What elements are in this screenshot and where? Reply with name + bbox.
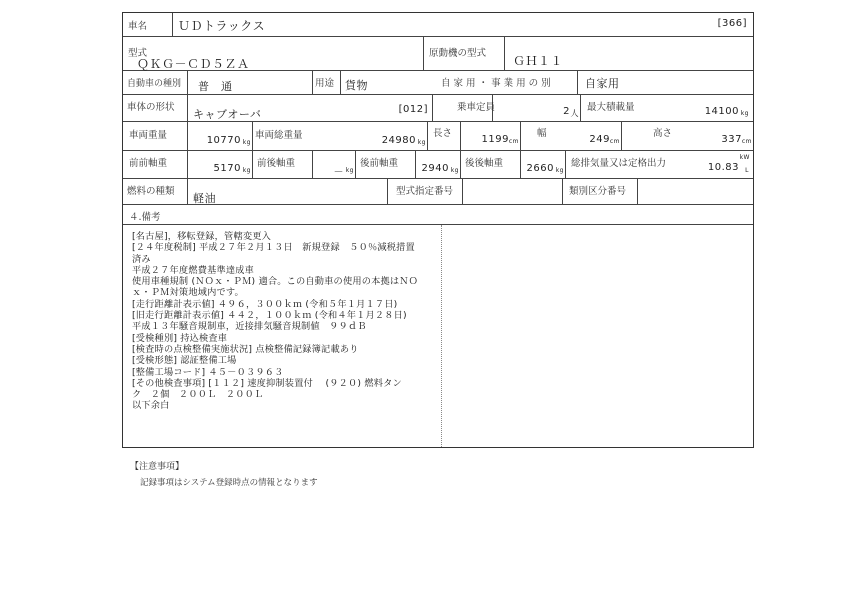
row-vehicle-name <box>123 13 753 37</box>
length-label: 長さ <box>433 128 453 139</box>
gross-weight-value: 24980 <box>381 135 416 146</box>
type-designation-label: 型式指定番号 <box>396 186 454 197</box>
body-shape-value: キャブオーバ <box>193 108 262 121</box>
notes-header-row <box>123 204 753 225</box>
row-fuel <box>123 178 753 205</box>
displacement-label: 総排気量又は定格出力 <box>571 158 667 169</box>
footer-title: 【注意事項】 <box>130 462 185 472</box>
body-shape-code: [012] <box>398 104 428 115</box>
height-unit: cm <box>741 138 752 145</box>
fuel-value: 軽油 <box>193 192 216 205</box>
fr-axle-label: 前後軸重 <box>257 158 296 169</box>
rf-axle-label: 後前軸重 <box>360 158 399 169</box>
vehicle-record-sheet <box>122 12 754 448</box>
length-value: 1199 <box>481 134 509 145</box>
ff-axle-unit: kg <box>242 167 251 174</box>
capacity-unit: 人 <box>570 109 579 118</box>
model-value: ＱＫＧ－ＣＤ５ＺＡ <box>137 57 250 71</box>
width-label: 幅 <box>537 128 547 139</box>
displacement-value: 10.83 <box>707 162 739 173</box>
notes-text: [名古屋]，移転登録，管轄変更入 [２４年度税制] 平成２７年２月１３日 新規登録 ５０％減税措置 済み 平成２７年度燃費基準達成車 使用車種規制 (ＮＯｘ・ＰＭ) 適合。この自動車の使用の本拠はＮＯ ｘ・ＰＭ対策地域内です。 [走行距離計表示値] ４９６，３００ｋｍ (令和５年１月１７日) [旧走行距離計表示値] ４４２，１００ｋｍ (令和４年１月２８日) 平成１３年騒音規制車，近接排気騒音規制値 ９９ｄＢ [受検種別] 持込検査車 [検査時の点検整備実施状況] 点検整備記録簿記載あり [受検形態] 認証整備工場 [整備工場コード] ４５－０３９６３ [その他検査事項] [１１２] 速度抑制装置付 (９２０) 燃料タン ク ２個 ２００Ｌ ２００Ｌ 以下余白 <box>132 231 419 412</box>
body-shape-label: 車体の形状 <box>127 102 175 113</box>
vehicle-name-code: [366] <box>717 18 747 29</box>
height-label: 高さ <box>653 128 673 139</box>
model-label: 型式 <box>128 48 148 59</box>
height-value: 337 <box>721 134 742 145</box>
category-label: 類別区分番号 <box>569 186 627 197</box>
notes-divider <box>441 225 442 447</box>
weight-label: 車両重量 <box>129 130 168 141</box>
weight-unit: kg <box>242 139 251 146</box>
displacement-unit-l: L <box>745 167 749 174</box>
max-load-label: 最大積載量 <box>587 102 635 113</box>
fr-axle-value: － <box>333 167 344 178</box>
rf-axle-value: 2940 <box>421 163 449 174</box>
private-business-value: 自家用 <box>585 77 620 90</box>
rr-axle-label: 後後軸重 <box>465 158 504 169</box>
gross-weight-label: 車両総重量 <box>255 130 303 141</box>
use-value: 貨物 <box>345 79 368 92</box>
gross-weight-unit: kg <box>417 139 426 146</box>
notes-header: ４.備考 <box>129 212 161 223</box>
ff-axle-label: 前前軸重 <box>129 158 168 169</box>
vehicle-type-label: 自動車の種別 <box>127 79 182 89</box>
vehicle-name-value: ＵＤトラックス <box>178 19 266 33</box>
rr-axle-unit: kg <box>555 167 564 174</box>
footer-text: 記録事項はシステム登録時点の情報となります <box>140 478 318 488</box>
vehicle-name-label: 車名 <box>128 21 148 32</box>
row-weights <box>123 121 753 151</box>
length-unit: cm <box>508 138 519 145</box>
rf-axle-unit: kg <box>450 167 459 174</box>
notes-area <box>123 225 753 447</box>
fuel-label: 燃料の種類 <box>127 186 175 197</box>
row-body-shape <box>123 94 753 122</box>
max-load-unit: kg <box>740 110 749 117</box>
displacement-unit-kw: kW <box>739 154 750 161</box>
fr-axle-unit: kg <box>345 167 354 174</box>
row-axles <box>123 150 753 179</box>
width-unit: cm <box>609 138 620 145</box>
private-business-label: 自 家 用 ・ 事 業 用 の 別 <box>441 78 551 89</box>
use-label: 用途 <box>315 78 335 89</box>
capacity-value: 2 <box>563 106 570 117</box>
vehicle-type-value: 普 通 <box>198 80 233 93</box>
engine-model-value: ＧＨ１１ <box>513 54 564 68</box>
weight-value: 10770 <box>206 135 241 146</box>
max-load-value: 14100 <box>704 106 739 117</box>
capacity-label: 乗車定員 <box>457 102 496 113</box>
width-value: 249 <box>589 134 610 145</box>
rr-axle-value: 2660 <box>526 163 554 174</box>
row-model <box>123 36 753 71</box>
row-vehicle-type <box>123 70 753 95</box>
engine-model-label: 原動機の型式 <box>429 48 487 59</box>
ff-axle-value: 5170 <box>213 163 241 174</box>
